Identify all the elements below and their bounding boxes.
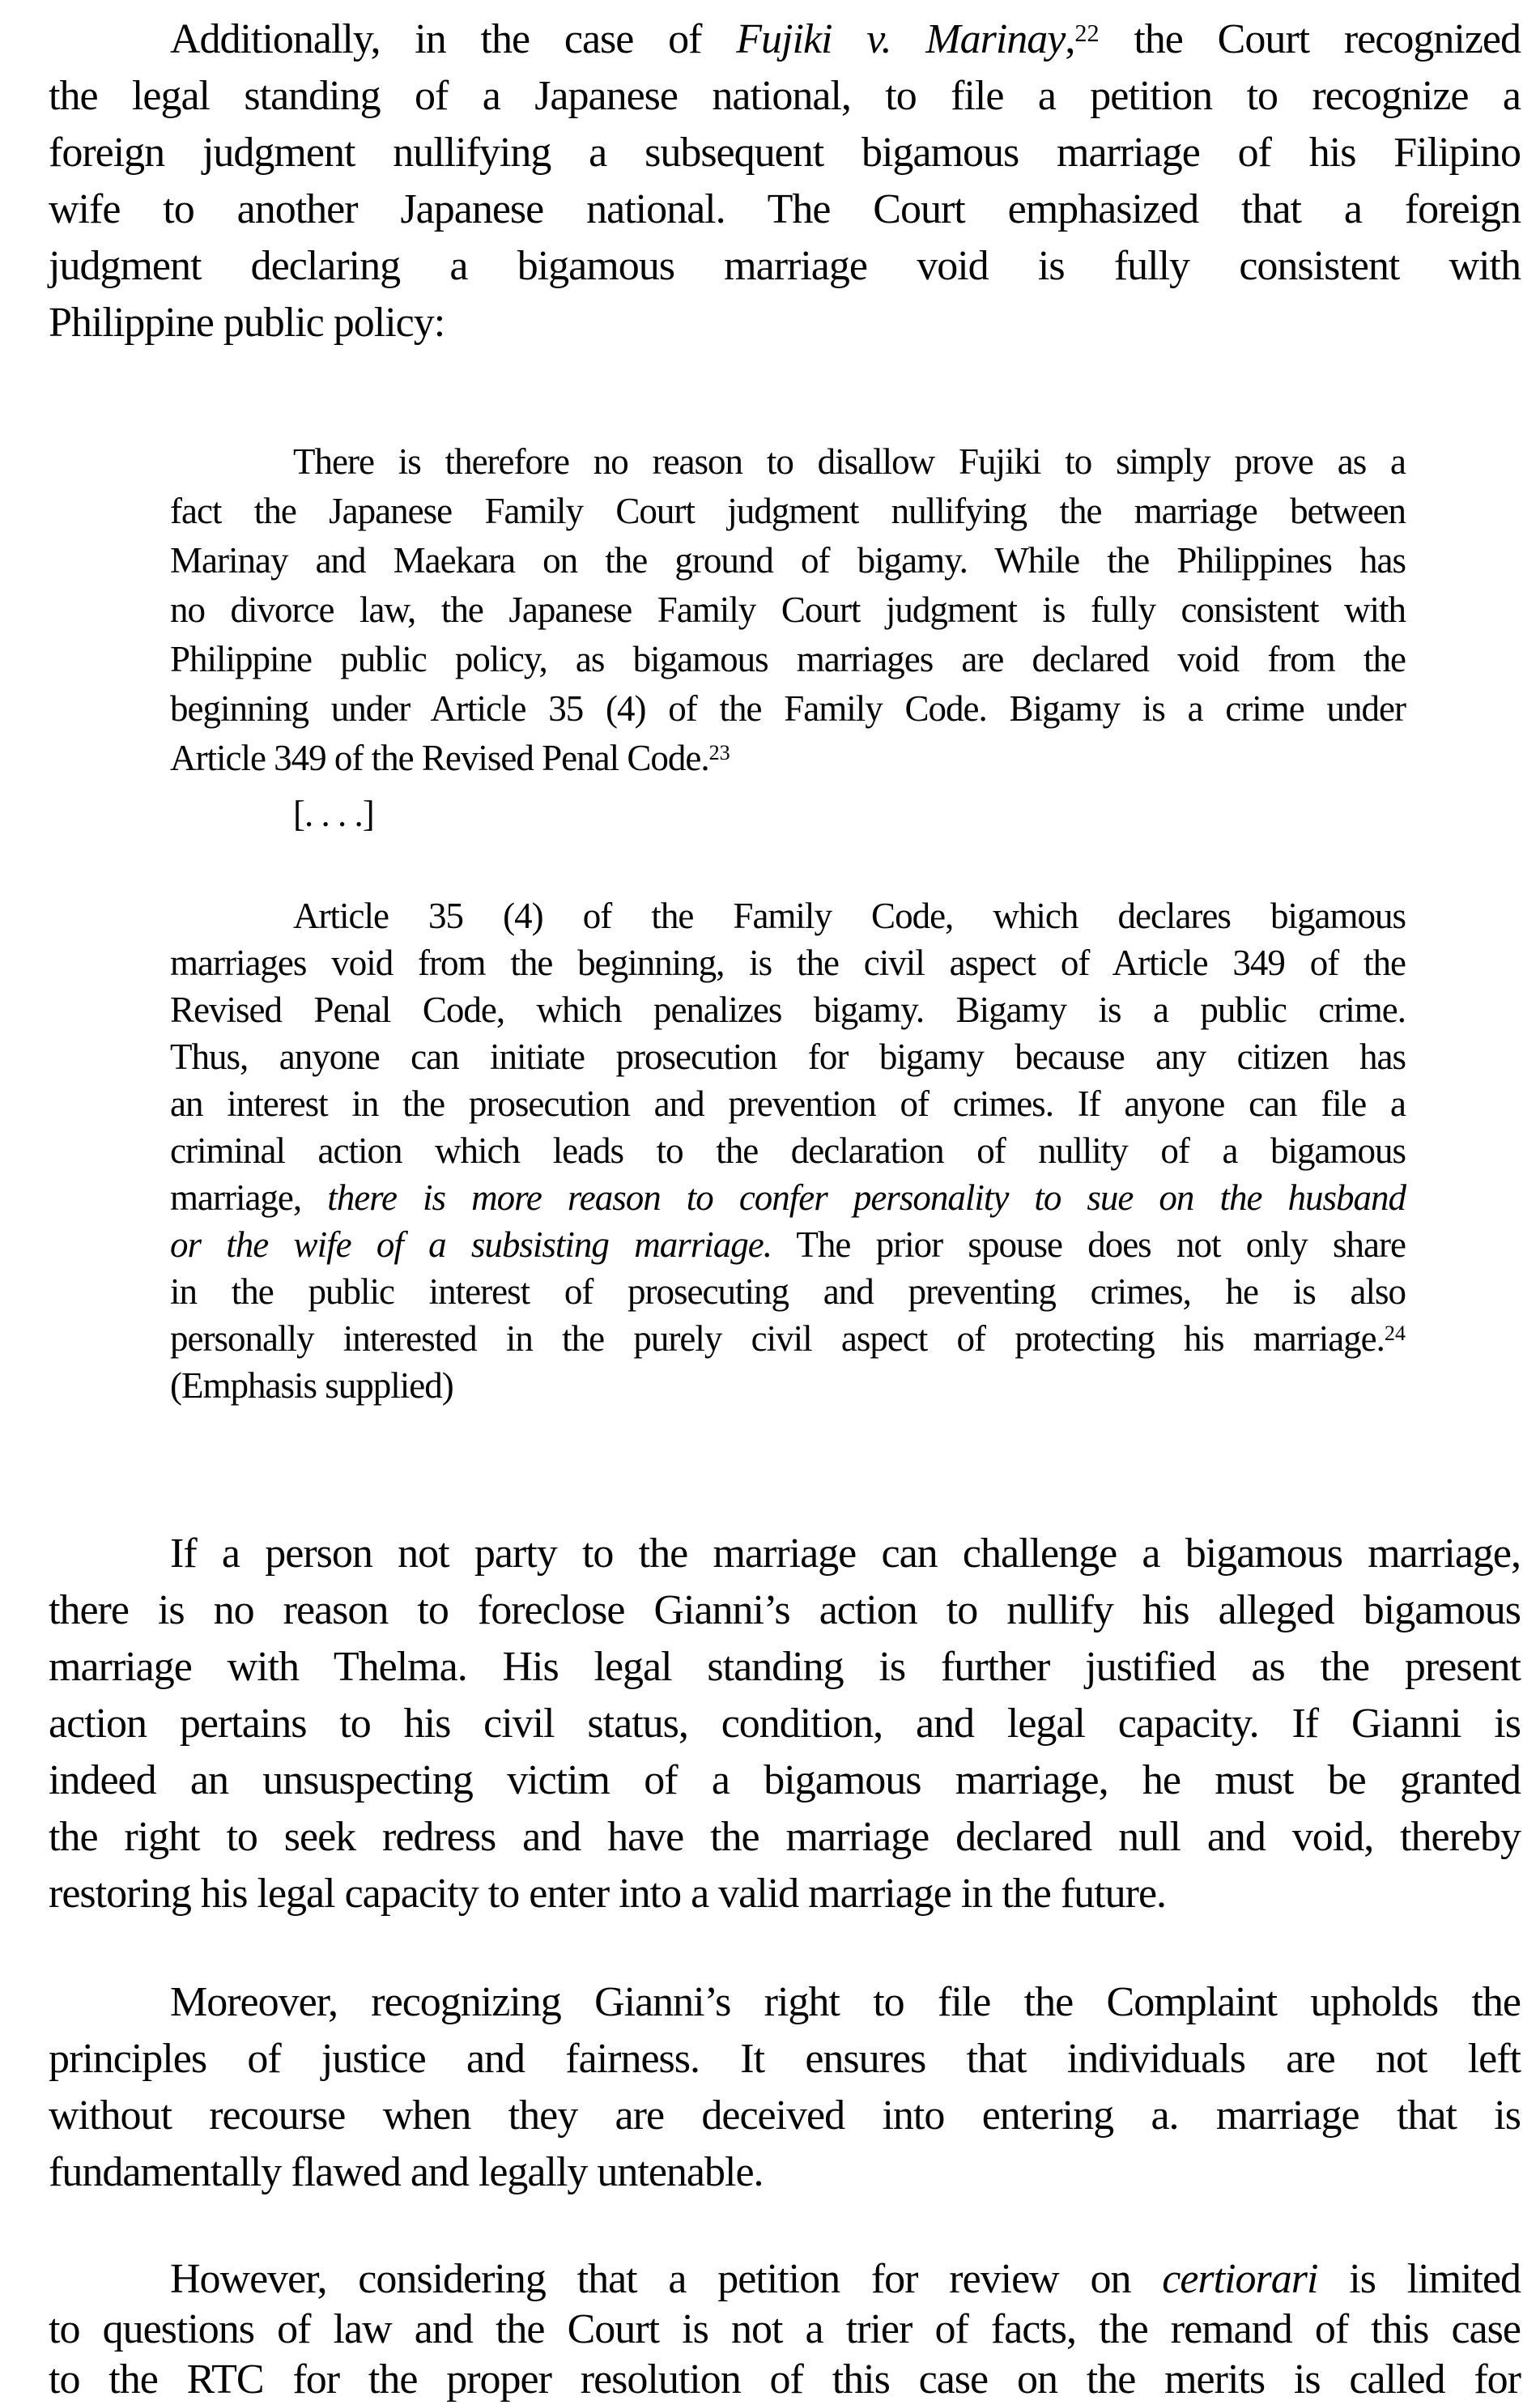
text-line: [49, 2305, 1521, 2355]
text-segment: If a person not party to the marriage can challenge a bigamous marriage,: [170, 1530, 1521, 1577]
text-segment: Revised Penal Code, which penalizes bigamy. Bigamy is a public crime.: [170, 990, 1406, 1030]
blockquote-fujiki-ruling: [170, 437, 1406, 783]
text-segment: Marinay and Maekara on the ground of bigamy. While the Philippines has: [170, 540, 1406, 581]
text-segment: marriages void from the beginning, is the civil aspect of Article 349 of the: [170, 943, 1406, 983]
text-line: [170, 1174, 1406, 1221]
text-segment: wife to another Japanese national. The Court emphasized that a foreign: [49, 186, 1521, 232]
text-segment: [. . . .]: [293, 794, 374, 834]
text-segment: fact the Japanese Family Court judgment nullifying the marriage between: [170, 491, 1406, 531]
text-line: [49, 1639, 1521, 1696]
text-line: [170, 684, 1406, 734]
text-segment: to questions of law and the Court is not a trier of facts, the remand of this case: [49, 2306, 1521, 2352]
italic-text-segment: Fujiki v. Marinay: [736, 16, 1066, 62]
text-segment: (Emphasis supplied): [170, 1365, 453, 1406]
text-line: [49, 1866, 1521, 1922]
text-segment: indeed an unsuspecting victim of a bigamous marriage, he must be granted: [49, 1757, 1521, 1803]
text-line: [170, 1362, 1406, 1409]
text-segment: beginning under Article 35 (4) of the Family Code. Bigamy is a crime under: [170, 688, 1406, 729]
text-line: [49, 2254, 1521, 2305]
italic-text-segment: certiorari: [1162, 2256, 1318, 2302]
footnote-ref: 24: [1384, 1322, 1406, 1346]
text-segment: restoring his legal capacity to enter into a valid marriage in the future.: [49, 1871, 1167, 1917]
text-segment: personally interested in the purely civil aspect of protecting his marriage.: [170, 1318, 1385, 1359]
footnote-ref: 22: [1074, 19, 1100, 47]
text-line: [49, 125, 1521, 181]
italic-text-segment: or the wife of a subsisting marriage.: [170, 1224, 772, 1265]
text-segment: criminal action which leads to the declaration of nullity of a bigamous: [170, 1130, 1406, 1171]
text-line: [170, 487, 1406, 536]
text-segment: There is therefore no reason to disallow Fujiki to simply prove as a: [293, 441, 1406, 482]
text-segment: an interest in the prosecution and prevention of crimes. If anyone can file a: [170, 1083, 1406, 1124]
text-line: [170, 585, 1406, 635]
text-line: [49, 2031, 1521, 2088]
text-segment: Additionally, in the case of: [170, 16, 737, 62]
text-line: [49, 1974, 1521, 2031]
paragraph-fujiki-v-marinay: [49, 11, 1521, 351]
text-segment: there is no reason to foreclose Gianni’s action to nullify his alleged bigamous: [49, 1587, 1521, 1633]
omission-marker: [170, 790, 1406, 839]
text-line: [170, 734, 1406, 783]
text-segment: the right to seek redress and have the marriage declared null and void, thereby: [49, 1814, 1521, 1860]
text-segment: Thus, anyone can initiate prosecution for bigamy because any citizen has: [170, 1036, 1406, 1077]
text-segment: is limited: [1317, 2256, 1521, 2302]
text-segment: foreign judgment nullifying a subsequent bigamous marriage of his Filipino: [49, 130, 1521, 176]
footnote-ref: 23: [708, 741, 730, 765]
text-line: [49, 1582, 1521, 1639]
text-line: [49, 2355, 1521, 2405]
text-line: [170, 939, 1406, 986]
text-line: [170, 892, 1406, 939]
text-line: [170, 1127, 1406, 1174]
text-line: [170, 1033, 1406, 1080]
text-line: [49, 1809, 1521, 1866]
text-segment: Article 35 (4) of the Family Code, which declares bigamous: [293, 896, 1406, 936]
italic-text-segment: there is more reason to confer personality to sue on the husband: [327, 1177, 1406, 1218]
text-line: [170, 1080, 1406, 1127]
text-line: [170, 1268, 1406, 1315]
text-segment: Moreover, recognizing Gianni’s right to file the Complaint upholds the: [170, 1979, 1521, 2025]
text-line: [49, 1752, 1521, 1809]
text-line: [49, 11, 1521, 68]
text-line: [49, 181, 1521, 238]
text-segment: in the public interest of prosecuting and preventing crimes, he is also: [170, 1271, 1406, 1312]
text-segment: action pertains to his civil status, condition, and legal capacity. If Gianni is: [49, 1701, 1521, 1747]
text-line: [170, 986, 1406, 1033]
blockquote-article-35: [170, 892, 1406, 1409]
text-segment: marriage with Thelma. His legal standing is further justified as the present: [49, 1644, 1521, 1690]
text-segment: marriage,: [170, 1177, 328, 1218]
text-segment: no divorce law, the Japanese Family Court judgment is fully consistent with: [170, 590, 1406, 630]
text-line: [49, 238, 1521, 295]
text-line: [170, 1221, 1406, 1268]
text-segment: Article 349 of the Revised Penal Code.: [170, 738, 709, 778]
text-segment: to the RTC for the proper resolution of this case on the merits is called for: [49, 2356, 1521, 2403]
paragraph-gianni-standing: [49, 1526, 1521, 1922]
text-segment: Philippine public policy:: [49, 300, 445, 346]
text-line: [49, 295, 1521, 351]
text-segment: without recourse when they are deceived into entering a. marriage that is: [49, 2092, 1521, 2139]
text-segment: Philippine public policy, as bigamous marriages are declared void from the: [170, 639, 1406, 679]
text-line: [49, 2144, 1521, 2201]
text-line: [170, 790, 1406, 839]
text-line: [170, 635, 1406, 684]
text-segment: ,: [1065, 16, 1075, 62]
text-line: [49, 68, 1521, 125]
text-line: [170, 1315, 1406, 1362]
text-segment: fundamentally flawed and legally untenable.: [49, 2149, 764, 2195]
text-line: [49, 2088, 1521, 2144]
text-segment: judgment declaring a bigamous marriage void is fully consistent with: [49, 243, 1521, 289]
paragraph-justice-fairness: [49, 1974, 1521, 2201]
document-body: [49, 11, 1521, 2405]
text-segment: the legal standing of a Japanese national, to file a petition to recognize a: [49, 73, 1521, 119]
text-segment: The prior spouse does not only share: [771, 1224, 1406, 1265]
text-line: [49, 1526, 1521, 1582]
text-segment: principles of justice and fairness. It ensures that individuals are not left: [49, 2036, 1521, 2082]
paragraph-remand: [49, 2254, 1521, 2405]
text-line: [170, 437, 1406, 487]
text-segment: the Court recognized: [1099, 16, 1521, 62]
text-segment: However, considering that a petition for review on: [170, 2256, 1163, 2302]
text-line: [170, 536, 1406, 585]
text-line: [49, 1696, 1521, 1752]
